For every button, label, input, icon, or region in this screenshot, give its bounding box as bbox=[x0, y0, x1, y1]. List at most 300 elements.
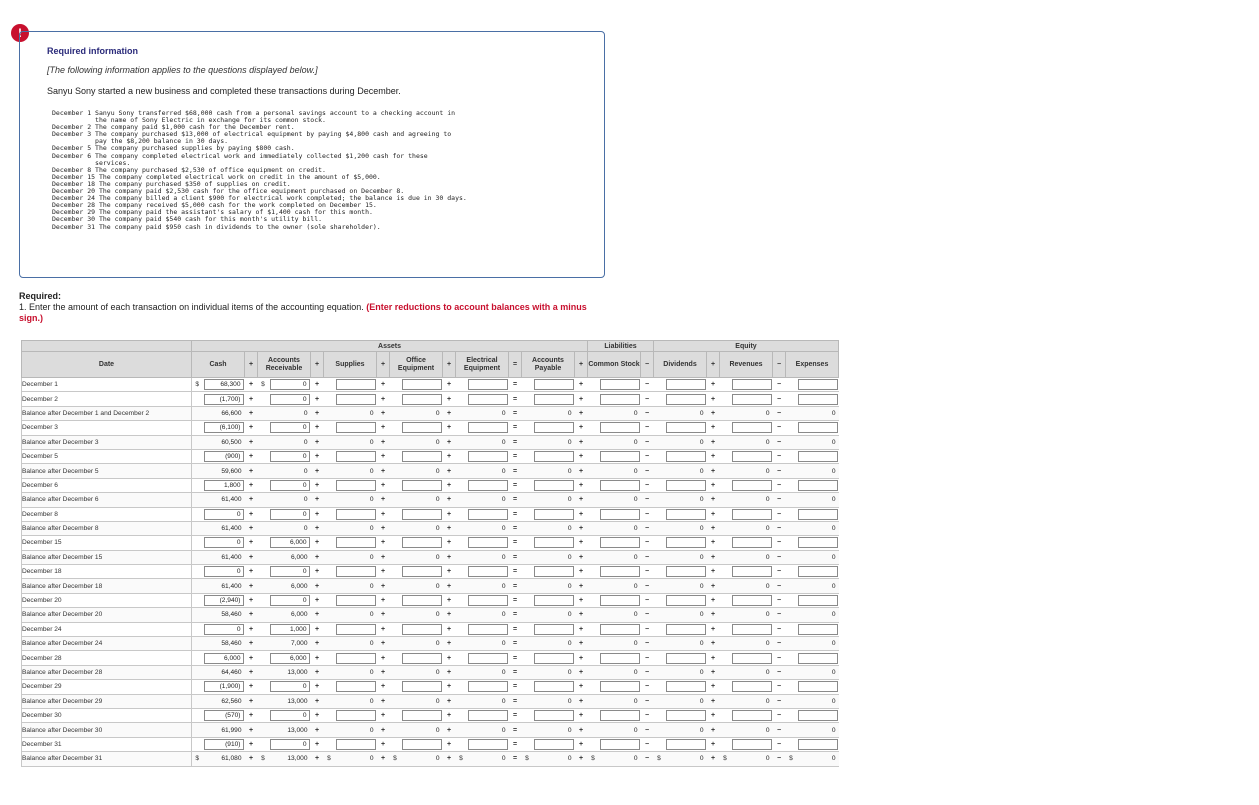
office-equipment-input[interactable] bbox=[402, 595, 442, 606]
accounts-payable-input[interactable] bbox=[534, 480, 574, 491]
dividends-input[interactable] bbox=[666, 681, 706, 692]
electrical-equipment-input[interactable] bbox=[468, 379, 508, 390]
office-equipment-currency bbox=[390, 406, 401, 420]
accounts-receivable-input[interactable]: 0 bbox=[270, 739, 310, 750]
dividends-input[interactable] bbox=[666, 480, 706, 491]
common-stock-balance: 0 bbox=[633, 755, 638, 763]
office-equipment-input[interactable] bbox=[402, 394, 442, 405]
cash-input[interactable]: (6,100) bbox=[204, 422, 244, 433]
cash-currency bbox=[192, 694, 203, 708]
operator-plus: + bbox=[311, 464, 324, 478]
row-date-label: December 30 bbox=[22, 708, 192, 722]
revenues-cell bbox=[731, 449, 773, 463]
dividends-input[interactable] bbox=[666, 566, 706, 577]
supplies-cell bbox=[335, 406, 377, 420]
office-equipment-input[interactable] bbox=[402, 624, 442, 635]
office-equipment-balance: 0 bbox=[435, 669, 440, 676]
revenues-currency bbox=[720, 536, 731, 550]
supplies-input[interactable] bbox=[336, 653, 376, 664]
electrical-equipment-input[interactable] bbox=[468, 710, 508, 721]
dividends-input[interactable] bbox=[666, 653, 706, 664]
revenues-input[interactable] bbox=[732, 480, 772, 491]
cash-cell bbox=[203, 637, 245, 651]
accounts-payable-cell bbox=[533, 637, 575, 651]
revenues-input[interactable] bbox=[732, 595, 772, 606]
operator-equals: = bbox=[509, 593, 522, 607]
transaction-line: December 8 The company purchased $2,530 of office equipment on credit. bbox=[52, 165, 326, 174]
supplies-input[interactable] bbox=[336, 509, 376, 520]
revenues-input[interactable] bbox=[732, 739, 772, 750]
operator-minus: − bbox=[641, 406, 654, 420]
common-stock-input[interactable] bbox=[600, 451, 640, 462]
op-header: + bbox=[707, 352, 720, 378]
cash-input[interactable]: (1,900) bbox=[204, 681, 244, 692]
revenues-input[interactable] bbox=[732, 394, 772, 405]
expenses-input[interactable] bbox=[798, 681, 838, 692]
accounts-payable-cell bbox=[533, 507, 575, 521]
common-stock-input[interactable] bbox=[600, 422, 640, 433]
dividends-currency bbox=[654, 464, 665, 478]
electrical-equipment-input[interactable] bbox=[468, 624, 508, 635]
accounts-payable-input[interactable] bbox=[534, 509, 574, 520]
accounts-receivable-input[interactable]: 6,000 bbox=[270, 537, 310, 548]
dividends-balance: 0 bbox=[699, 611, 704, 619]
operator-plus: + bbox=[377, 694, 390, 708]
operator-plus: + bbox=[575, 435, 588, 449]
common-stock-input[interactable] bbox=[600, 566, 640, 577]
revenues-balance: 0 bbox=[765, 640, 770, 648]
row-date-label: Balance after December 8 bbox=[22, 521, 192, 535]
common-stock-input[interactable] bbox=[600, 379, 640, 390]
accounts-payable-input[interactable] bbox=[534, 681, 574, 692]
expenses-input[interactable] bbox=[798, 710, 838, 721]
revenues-cell bbox=[731, 536, 773, 550]
cash-input[interactable]: (1,700) bbox=[204, 394, 244, 405]
accounts-payable-cell bbox=[533, 622, 575, 636]
cash-cell bbox=[203, 435, 245, 449]
office-equipment-currency bbox=[390, 521, 401, 535]
office-equipment-input[interactable] bbox=[402, 653, 442, 664]
supplies-input[interactable] bbox=[336, 451, 376, 462]
cash-currency bbox=[192, 622, 203, 636]
expenses-input[interactable] bbox=[798, 566, 838, 577]
dividends-input[interactable] bbox=[666, 451, 706, 462]
office-equipment-input[interactable] bbox=[402, 681, 442, 692]
expenses-cell bbox=[797, 449, 839, 463]
transaction-line: December 2 The company paid $1,000 cash for the December rent. bbox=[52, 123, 295, 132]
operator-plus: + bbox=[245, 651, 258, 665]
dividends-input[interactable] bbox=[666, 379, 706, 390]
operator-plus: + bbox=[245, 708, 258, 722]
cash-input[interactable]: (900) bbox=[204, 451, 244, 462]
common-stock-input[interactable] bbox=[600, 509, 640, 520]
revenues-currency bbox=[720, 550, 731, 564]
supplies-cell bbox=[335, 378, 377, 392]
accounts-payable-cell bbox=[533, 464, 575, 478]
cash-cell bbox=[203, 651, 245, 665]
supplies-input[interactable] bbox=[336, 422, 376, 433]
operator-minus: − bbox=[773, 406, 786, 420]
electrical-equipment-input[interactable] bbox=[468, 595, 508, 606]
operator-plus: + bbox=[377, 507, 390, 521]
operator-plus: + bbox=[245, 637, 258, 651]
common-stock-input[interactable] bbox=[600, 537, 640, 548]
electrical-equipment-input[interactable] bbox=[468, 681, 508, 692]
accounts-receivable-input[interactable]: 0 bbox=[270, 595, 310, 606]
electrical-equipment-input[interactable] bbox=[468, 451, 508, 462]
office-equipment-input[interactable] bbox=[402, 710, 442, 721]
cash-input[interactable]: 6,000 bbox=[204, 653, 244, 664]
expenses-currency bbox=[786, 737, 797, 751]
operator-equals: = bbox=[509, 521, 522, 535]
expenses-input[interactable] bbox=[798, 653, 838, 664]
expenses-input[interactable] bbox=[798, 595, 838, 606]
revenues-input[interactable] bbox=[732, 379, 772, 390]
row-date-label: Balance after December 20 bbox=[22, 608, 192, 622]
accounts-payable-balance: 0 bbox=[567, 669, 572, 676]
accounts-receivable-cell bbox=[269, 565, 311, 579]
supplies-input[interactable] bbox=[336, 537, 376, 548]
dividends-input[interactable] bbox=[666, 422, 706, 433]
supplies-cell bbox=[335, 723, 377, 737]
expenses-currency bbox=[786, 449, 797, 463]
accounts-receivable-input[interactable]: 0 bbox=[270, 394, 310, 405]
expenses-input[interactable] bbox=[798, 624, 838, 635]
office-equipment-input[interactable] bbox=[402, 451, 442, 462]
expenses-input[interactable] bbox=[798, 394, 838, 405]
supplies-cell bbox=[335, 651, 377, 665]
operator-equals: = bbox=[509, 651, 522, 665]
common-stock-currency bbox=[588, 708, 599, 722]
revenues-currency bbox=[720, 421, 731, 435]
office-equipment-input[interactable] bbox=[402, 739, 442, 750]
electrical-equipment-cell bbox=[467, 392, 509, 406]
accounts-payable-cell bbox=[533, 421, 575, 435]
cash-currency bbox=[192, 507, 203, 521]
operator-plus: + bbox=[443, 680, 456, 694]
op-header: + bbox=[443, 352, 456, 378]
dividends-input[interactable] bbox=[666, 537, 706, 548]
supplies-input[interactable] bbox=[336, 566, 376, 577]
accounts-payable-balance: 0 bbox=[567, 438, 572, 446]
accounts-receivable-balance: 0 bbox=[303, 409, 308, 417]
revenues-currency bbox=[720, 507, 731, 521]
common-stock-input[interactable] bbox=[600, 595, 640, 606]
revenues-currency bbox=[720, 680, 731, 694]
revenues-currency bbox=[720, 608, 731, 622]
common-stock-input[interactable] bbox=[600, 681, 640, 692]
expenses-input[interactable] bbox=[798, 537, 838, 548]
operator-minus: − bbox=[773, 723, 786, 737]
common-stock-currency bbox=[588, 378, 599, 392]
transaction-line: December 18 The company purchased $350 of supplies on credit. bbox=[52, 179, 291, 188]
common-stock-input[interactable] bbox=[600, 624, 640, 635]
office-equipment-currency bbox=[390, 392, 401, 406]
operator-equals: = bbox=[509, 579, 522, 593]
cash-input[interactable]: 0 bbox=[204, 624, 244, 635]
electrical-equipment-input[interactable] bbox=[468, 509, 508, 520]
accounts-payable-currency bbox=[522, 637, 533, 651]
supplies-cell bbox=[335, 493, 377, 507]
accounts-payable-cell bbox=[533, 478, 575, 492]
accounts-receivable-currency bbox=[258, 478, 269, 492]
dividends-balance: 0 bbox=[699, 640, 704, 648]
accounts-payable-input[interactable] bbox=[534, 451, 574, 462]
revenues-input[interactable] bbox=[732, 710, 772, 721]
supplies-input[interactable] bbox=[336, 681, 376, 692]
revenues-input[interactable] bbox=[732, 624, 772, 635]
dividends-currency bbox=[654, 694, 665, 708]
supplies-balance: 0 bbox=[369, 467, 374, 475]
dividends-currency bbox=[654, 708, 665, 722]
operator-plus: + bbox=[575, 593, 588, 607]
revenues-cell bbox=[731, 622, 773, 636]
accounts-receivable-cell bbox=[269, 478, 311, 492]
office-equipment-balance: 0 bbox=[435, 525, 440, 533]
electrical-equipment-cell bbox=[467, 406, 509, 420]
expenses-cell bbox=[797, 593, 839, 607]
operator-plus: + bbox=[575, 521, 588, 535]
supplies-input[interactable] bbox=[336, 739, 376, 750]
cash-cell bbox=[203, 550, 245, 564]
accounts-payable-input[interactable] bbox=[534, 422, 574, 433]
operator-plus: + bbox=[245, 665, 258, 679]
accounts-receivable-input[interactable]: 0 bbox=[270, 509, 310, 520]
cash-input[interactable]: 0 bbox=[204, 537, 244, 548]
supplies-currency bbox=[324, 593, 335, 607]
operator-minus: − bbox=[773, 449, 786, 463]
common-stock-cell bbox=[599, 478, 641, 492]
expenses-cell bbox=[797, 565, 839, 579]
electrical-equipment-input[interactable] bbox=[468, 566, 508, 577]
operator-plus: + bbox=[311, 536, 324, 550]
operator-minus: − bbox=[641, 421, 654, 435]
expenses-input[interactable] bbox=[798, 451, 838, 462]
expenses-currency bbox=[786, 593, 797, 607]
dividends-input[interactable] bbox=[666, 394, 706, 405]
supplies-balance: 0 bbox=[369, 669, 374, 676]
accounts-receivable-input[interactable]: 0 bbox=[270, 451, 310, 462]
operator-equals: = bbox=[509, 637, 522, 651]
office-equipment-currency bbox=[390, 708, 401, 722]
operator-plus: + bbox=[707, 464, 720, 478]
cash-input[interactable]: 0 bbox=[204, 509, 244, 520]
dividends-cell bbox=[665, 478, 707, 492]
operator-plus: + bbox=[377, 665, 390, 679]
office-equipment-currency: $ bbox=[390, 752, 401, 766]
office-equipment-input[interactable] bbox=[402, 422, 442, 433]
revenues-cell bbox=[731, 637, 773, 651]
operator-equals: = bbox=[509, 565, 522, 579]
operator-plus: + bbox=[311, 622, 324, 636]
accounts-payable-input[interactable] bbox=[534, 653, 574, 664]
cash-input[interactable]: 1,800 bbox=[204, 480, 244, 491]
office-equipment-cell bbox=[401, 565, 443, 579]
common-stock-input[interactable] bbox=[600, 739, 640, 750]
expenses-input[interactable] bbox=[798, 739, 838, 750]
accounts-payable-input[interactable] bbox=[534, 710, 574, 721]
dividends-input[interactable] bbox=[666, 595, 706, 606]
common-stock-cell bbox=[599, 392, 641, 406]
operator-plus: + bbox=[575, 637, 588, 651]
office-equipment-balance: 0 bbox=[435, 755, 440, 763]
accounts-payable-input[interactable] bbox=[534, 537, 574, 548]
supplies-currency bbox=[324, 435, 335, 449]
office-equipment-currency bbox=[390, 464, 401, 478]
supplies-input[interactable] bbox=[336, 394, 376, 405]
accounts-payable-input[interactable] bbox=[534, 624, 574, 635]
supplies-currency bbox=[324, 723, 335, 737]
expenses-input[interactable] bbox=[798, 379, 838, 390]
accounts-receivable-input[interactable]: 0 bbox=[270, 710, 310, 721]
operator-plus: + bbox=[443, 378, 456, 392]
operator-plus: + bbox=[575, 392, 588, 406]
op-header: + bbox=[245, 352, 258, 378]
accounts-receivable-cell bbox=[269, 680, 311, 694]
office-equipment-cell bbox=[401, 752, 443, 766]
cash-input[interactable]: (2,940) bbox=[204, 595, 244, 606]
accounts-payable-cell bbox=[533, 593, 575, 607]
common-stock-input[interactable] bbox=[600, 653, 640, 664]
accounts-receivable-input[interactable]: 0 bbox=[270, 681, 310, 692]
electrical-equipment-balance: 0 bbox=[501, 611, 506, 619]
expenses-balance: 0 bbox=[831, 409, 836, 417]
office-equipment-currency bbox=[390, 493, 401, 507]
revenues-input[interactable] bbox=[732, 451, 772, 462]
accounts-receivable-currency bbox=[258, 392, 269, 406]
supplies-input[interactable] bbox=[336, 624, 376, 635]
accounts-payable-input[interactable] bbox=[534, 566, 574, 577]
accounts-receivable-input[interactable]: 0 bbox=[270, 566, 310, 577]
table-row bbox=[22, 579, 839, 593]
cash-input[interactable]: 68,300 bbox=[204, 379, 244, 390]
accounts-receivable-input[interactable]: 1,000 bbox=[270, 624, 310, 635]
operator-plus: + bbox=[707, 579, 720, 593]
cash-cell bbox=[203, 665, 245, 679]
supplies-cell bbox=[335, 737, 377, 751]
cash-input[interactable]: (910) bbox=[204, 739, 244, 750]
expenses-currency bbox=[786, 608, 797, 622]
operator-plus: + bbox=[707, 421, 720, 435]
accounts-payable-input[interactable] bbox=[534, 739, 574, 750]
expenses-input[interactable] bbox=[798, 509, 838, 520]
common-stock-currency bbox=[588, 478, 599, 492]
accounts-receivable-balance: 6,000 bbox=[290, 582, 308, 590]
office-equipment-cell bbox=[401, 723, 443, 737]
accounts-receivable-currency bbox=[258, 608, 269, 622]
office-equipment-input[interactable] bbox=[402, 566, 442, 577]
expenses-cell bbox=[797, 637, 839, 651]
accounts-payable-input[interactable] bbox=[534, 394, 574, 405]
office-equipment-input[interactable] bbox=[402, 537, 442, 548]
cash-input[interactable]: (570) bbox=[204, 710, 244, 721]
transaction-line: pay the $8,200 balance in 30 days. bbox=[52, 137, 229, 146]
dividends-input[interactable] bbox=[666, 710, 706, 721]
office-equipment-input[interactable] bbox=[402, 509, 442, 520]
operator-minus: − bbox=[641, 752, 654, 766]
office-equipment-input[interactable] bbox=[402, 379, 442, 390]
expenses-input[interactable] bbox=[798, 422, 838, 433]
accounts-payable-input[interactable] bbox=[534, 595, 574, 606]
electrical-equipment-currency bbox=[456, 608, 467, 622]
electrical-equipment-input[interactable] bbox=[468, 422, 508, 433]
electrical-equipment-input[interactable] bbox=[468, 739, 508, 750]
revenues-input[interactable] bbox=[732, 653, 772, 664]
dividends-balance: 0 bbox=[699, 697, 704, 705]
dividends-cell bbox=[665, 406, 707, 420]
revenues-input[interactable] bbox=[732, 422, 772, 433]
cash-currency: $ bbox=[192, 378, 203, 392]
accounts-payable-cell bbox=[533, 521, 575, 535]
office-equipment-cell bbox=[401, 478, 443, 492]
dividends-input[interactable] bbox=[666, 624, 706, 635]
accounts-receivable-input[interactable]: 6,000 bbox=[270, 653, 310, 664]
supplies-balance: 0 bbox=[369, 611, 374, 619]
required-instructions bbox=[19, 302, 609, 324]
revenues-input[interactable] bbox=[732, 566, 772, 577]
electrical-equipment-input[interactable] bbox=[468, 394, 508, 405]
cash-input[interactable]: 0 bbox=[204, 566, 244, 577]
common-stock-input[interactable] bbox=[600, 394, 640, 405]
electrical-equipment-currency bbox=[456, 708, 467, 722]
cash-currency bbox=[192, 708, 203, 722]
dividends-input[interactable] bbox=[666, 509, 706, 520]
operator-plus: + bbox=[707, 392, 720, 406]
accounts-payable-input[interactable] bbox=[534, 379, 574, 390]
common-stock-input[interactable] bbox=[600, 480, 640, 491]
supplies-currency bbox=[324, 406, 335, 420]
supplies-cell bbox=[335, 521, 377, 535]
common-stock-currency bbox=[588, 392, 599, 406]
dividends-input[interactable] bbox=[666, 739, 706, 750]
common-stock-currency bbox=[588, 507, 599, 521]
supplies-input[interactable] bbox=[336, 710, 376, 721]
office-equipment-input[interactable] bbox=[402, 480, 442, 491]
electrical-equipment-currency bbox=[456, 665, 467, 679]
dividends-currency bbox=[654, 737, 665, 751]
table-row bbox=[22, 449, 839, 463]
supplies-input[interactable] bbox=[336, 379, 376, 390]
operator-plus: + bbox=[707, 378, 720, 392]
revenues-input[interactable] bbox=[732, 509, 772, 520]
revenues-input[interactable] bbox=[732, 681, 772, 692]
header-spacer bbox=[22, 341, 192, 352]
office-equipment-currency bbox=[390, 723, 401, 737]
revenues-currency bbox=[720, 737, 731, 751]
accounts-receivable-input[interactable]: 0 bbox=[270, 480, 310, 491]
supplies-input[interactable] bbox=[336, 480, 376, 491]
revenues-cell bbox=[731, 521, 773, 535]
accounts-receivable-input[interactable]: 0 bbox=[270, 379, 310, 390]
revenues-input[interactable] bbox=[732, 537, 772, 548]
dividends-currency bbox=[654, 665, 665, 679]
expenses-input[interactable] bbox=[798, 480, 838, 491]
dividends-cell bbox=[665, 536, 707, 550]
electrical-equipment-input[interactable] bbox=[468, 653, 508, 664]
supplies-currency bbox=[324, 550, 335, 564]
electrical-equipment-input[interactable] bbox=[468, 537, 508, 548]
cash-cell bbox=[203, 478, 245, 492]
common-stock-cell bbox=[599, 536, 641, 550]
supplies-input[interactable] bbox=[336, 595, 376, 606]
electrical-equipment-input[interactable] bbox=[468, 480, 508, 491]
common-stock-input[interactable] bbox=[600, 710, 640, 721]
cash-balance: 60,500 bbox=[221, 438, 242, 446]
accounts-payable-cell bbox=[533, 378, 575, 392]
expenses-currency bbox=[786, 435, 797, 449]
revenues-cell bbox=[731, 665, 773, 679]
accounts-receivable-input[interactable]: 0 bbox=[270, 422, 310, 433]
